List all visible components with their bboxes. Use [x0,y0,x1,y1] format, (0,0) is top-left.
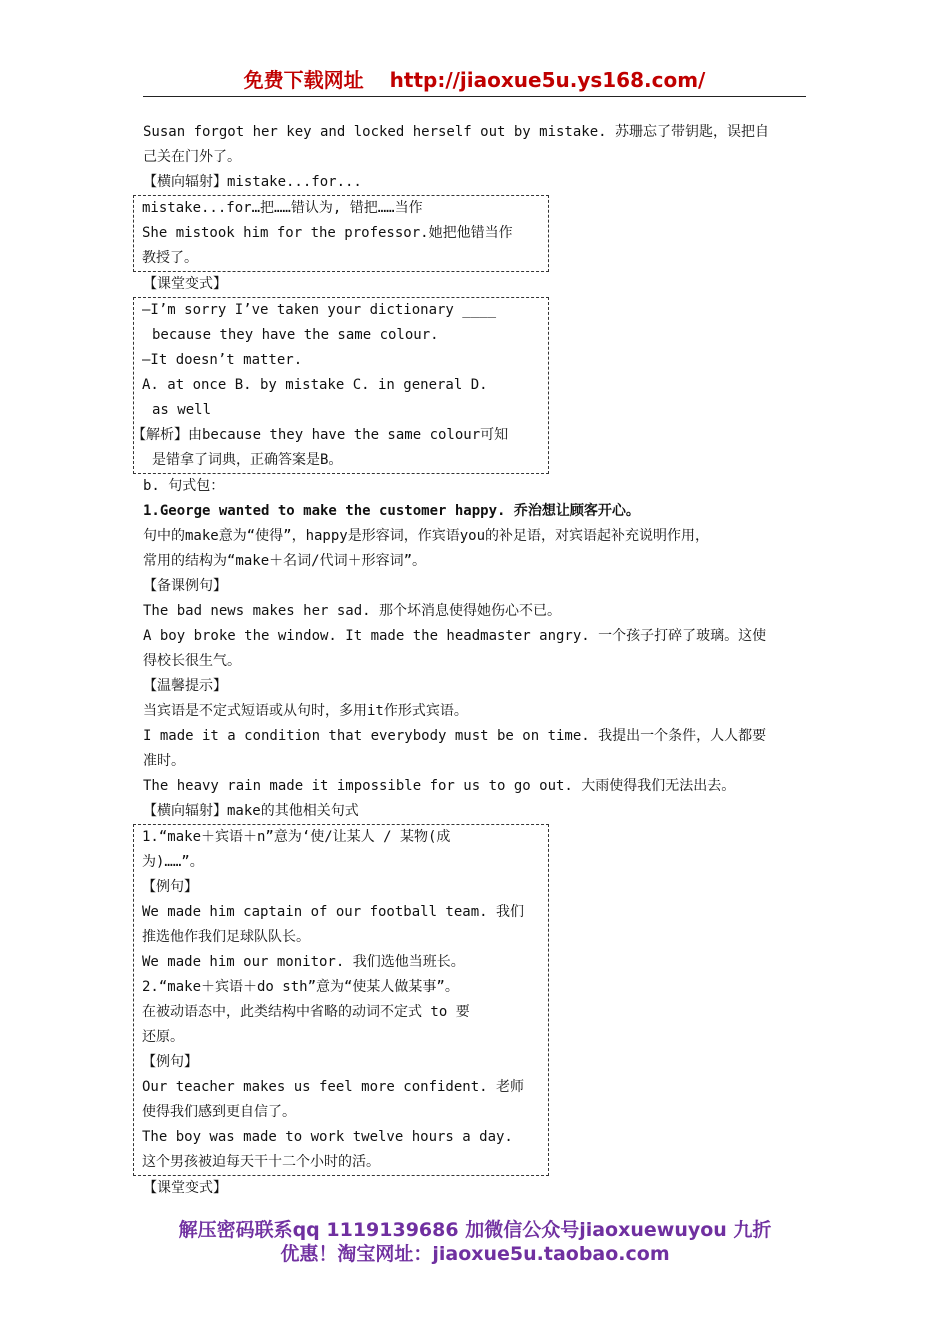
header-label: 免费下载网址 [243,68,364,92]
box-line: Our teacher makes us feel more confident. 老师 [142,1079,525,1095]
tip-line: 准时。 [143,753,185,769]
box-line: as well [152,402,212,418]
pattern-sentence: 1.George wanted to make the customer happy. 乔治想让顾客开心。 [143,503,640,519]
box-line: mistake...for…把……错认为, 错把……当作 [142,200,423,216]
box-line: 为)……”。 [142,854,204,870]
box-line: 是错拿了词典，正确答案是B。 [152,452,343,468]
page-header [143,66,806,97]
intro-line: Susan forgot her key and locked herself out by mistake. 苏珊忘了带钥匙，误把自 [143,124,770,140]
tip-line: I made it a condition that everybody must be on time. 我提出一个条件，人人都要 [143,728,767,744]
page-footer [140,1218,810,1266]
example-line: The bad news makes her sad. 那个坏消息使得她伤心不已。 [143,603,562,619]
box-line: 教授了。 [142,250,198,266]
example-line: A boy broke the window. It made the headmaster angry. 一个孩子打碎了玻璃。这使 [143,628,767,644]
box-line: 在被动语态中，此类结构中省略的动词不定式 to 要 [142,1004,470,1020]
box-line: 推选他作我们足球队队长。 [142,929,310,945]
section-title: 【横向辐射】mistake...for... [143,174,362,190]
intro-line: 己关在门外了。 [143,149,241,165]
box-line: because they have the same colour. [152,327,439,343]
box-line: —It doesn’t matter. [142,352,303,368]
make-patterns-box [133,824,549,1176]
pattern-heading: b. 句式包： [143,478,225,494]
section-title: 【备课例句】 [143,578,227,594]
box-line: 【例句】 [142,1054,198,1070]
document-body [132,120,808,1201]
box-line: 还原。 [142,1029,184,1045]
footer-line: 优惠！淘宝网址：jiaoxue5u.taobao.com [280,1243,670,1265]
box-line: 【例句】 [142,879,198,895]
pattern-explain: 常用的结构为“make＋名词/代词＋形容词”。 [143,553,426,569]
tip-line: 当宾语是不定式短语或从句时，多用it作形式宾语。 [143,703,468,719]
header-url-link[interactable]: http://jiaoxue5u.ys168.com/ [389,68,706,92]
box-line: We made him our monitor. 我们选他当班长。 [142,954,465,970]
example-line: 得校长很生气。 [143,653,241,669]
pattern-explain: 句中的make意为“使得”，happy是形容词，作宾语you的补足语，对宾语起补充说明作用， [143,528,709,544]
box-line: 2.“make＋宾语＋do sth”意为“使某人做某事”。 [142,979,459,995]
box-line: 1.“make＋宾语＋n”意为‘使/让某人 / 某物(成 [142,829,451,845]
section-title: 【课堂变式】 [143,1180,227,1196]
box-line: 这个男孩被迫每天干十二个小时的活。 [142,1154,380,1170]
mistake-for-box [133,195,549,272]
box-line: We made him captain of our football team. 我们 [142,904,525,920]
exercise-box [133,297,549,474]
section-title: 【横向辐射】make的其他相关句式 [143,803,359,819]
section-title: 【课堂变式】 [143,276,227,292]
tip-line: The heavy rain made it impossible for us to go out. 大雨使得我们无法出去。 [143,778,736,794]
box-line: She mistook him for the professor.她把他错当作 [142,225,513,241]
box-line: 【解析】由because they have the same colour可知 [132,427,509,443]
footer-line: 解压密码联系qq 1119139686 加微信公众号jiaoxuewuyou 九折 [178,1219,772,1241]
box-line: 使得我们感到更自信了。 [142,1104,296,1120]
box-line: A. at once B. by mistake C. in general D. [142,377,488,393]
section-title: 【温馨提示】 [143,678,227,694]
box-line: The boy was made to work twelve hours a day. [142,1129,513,1145]
box-line: —I’m sorry I’ve taken your dictionary ____ [142,302,497,318]
